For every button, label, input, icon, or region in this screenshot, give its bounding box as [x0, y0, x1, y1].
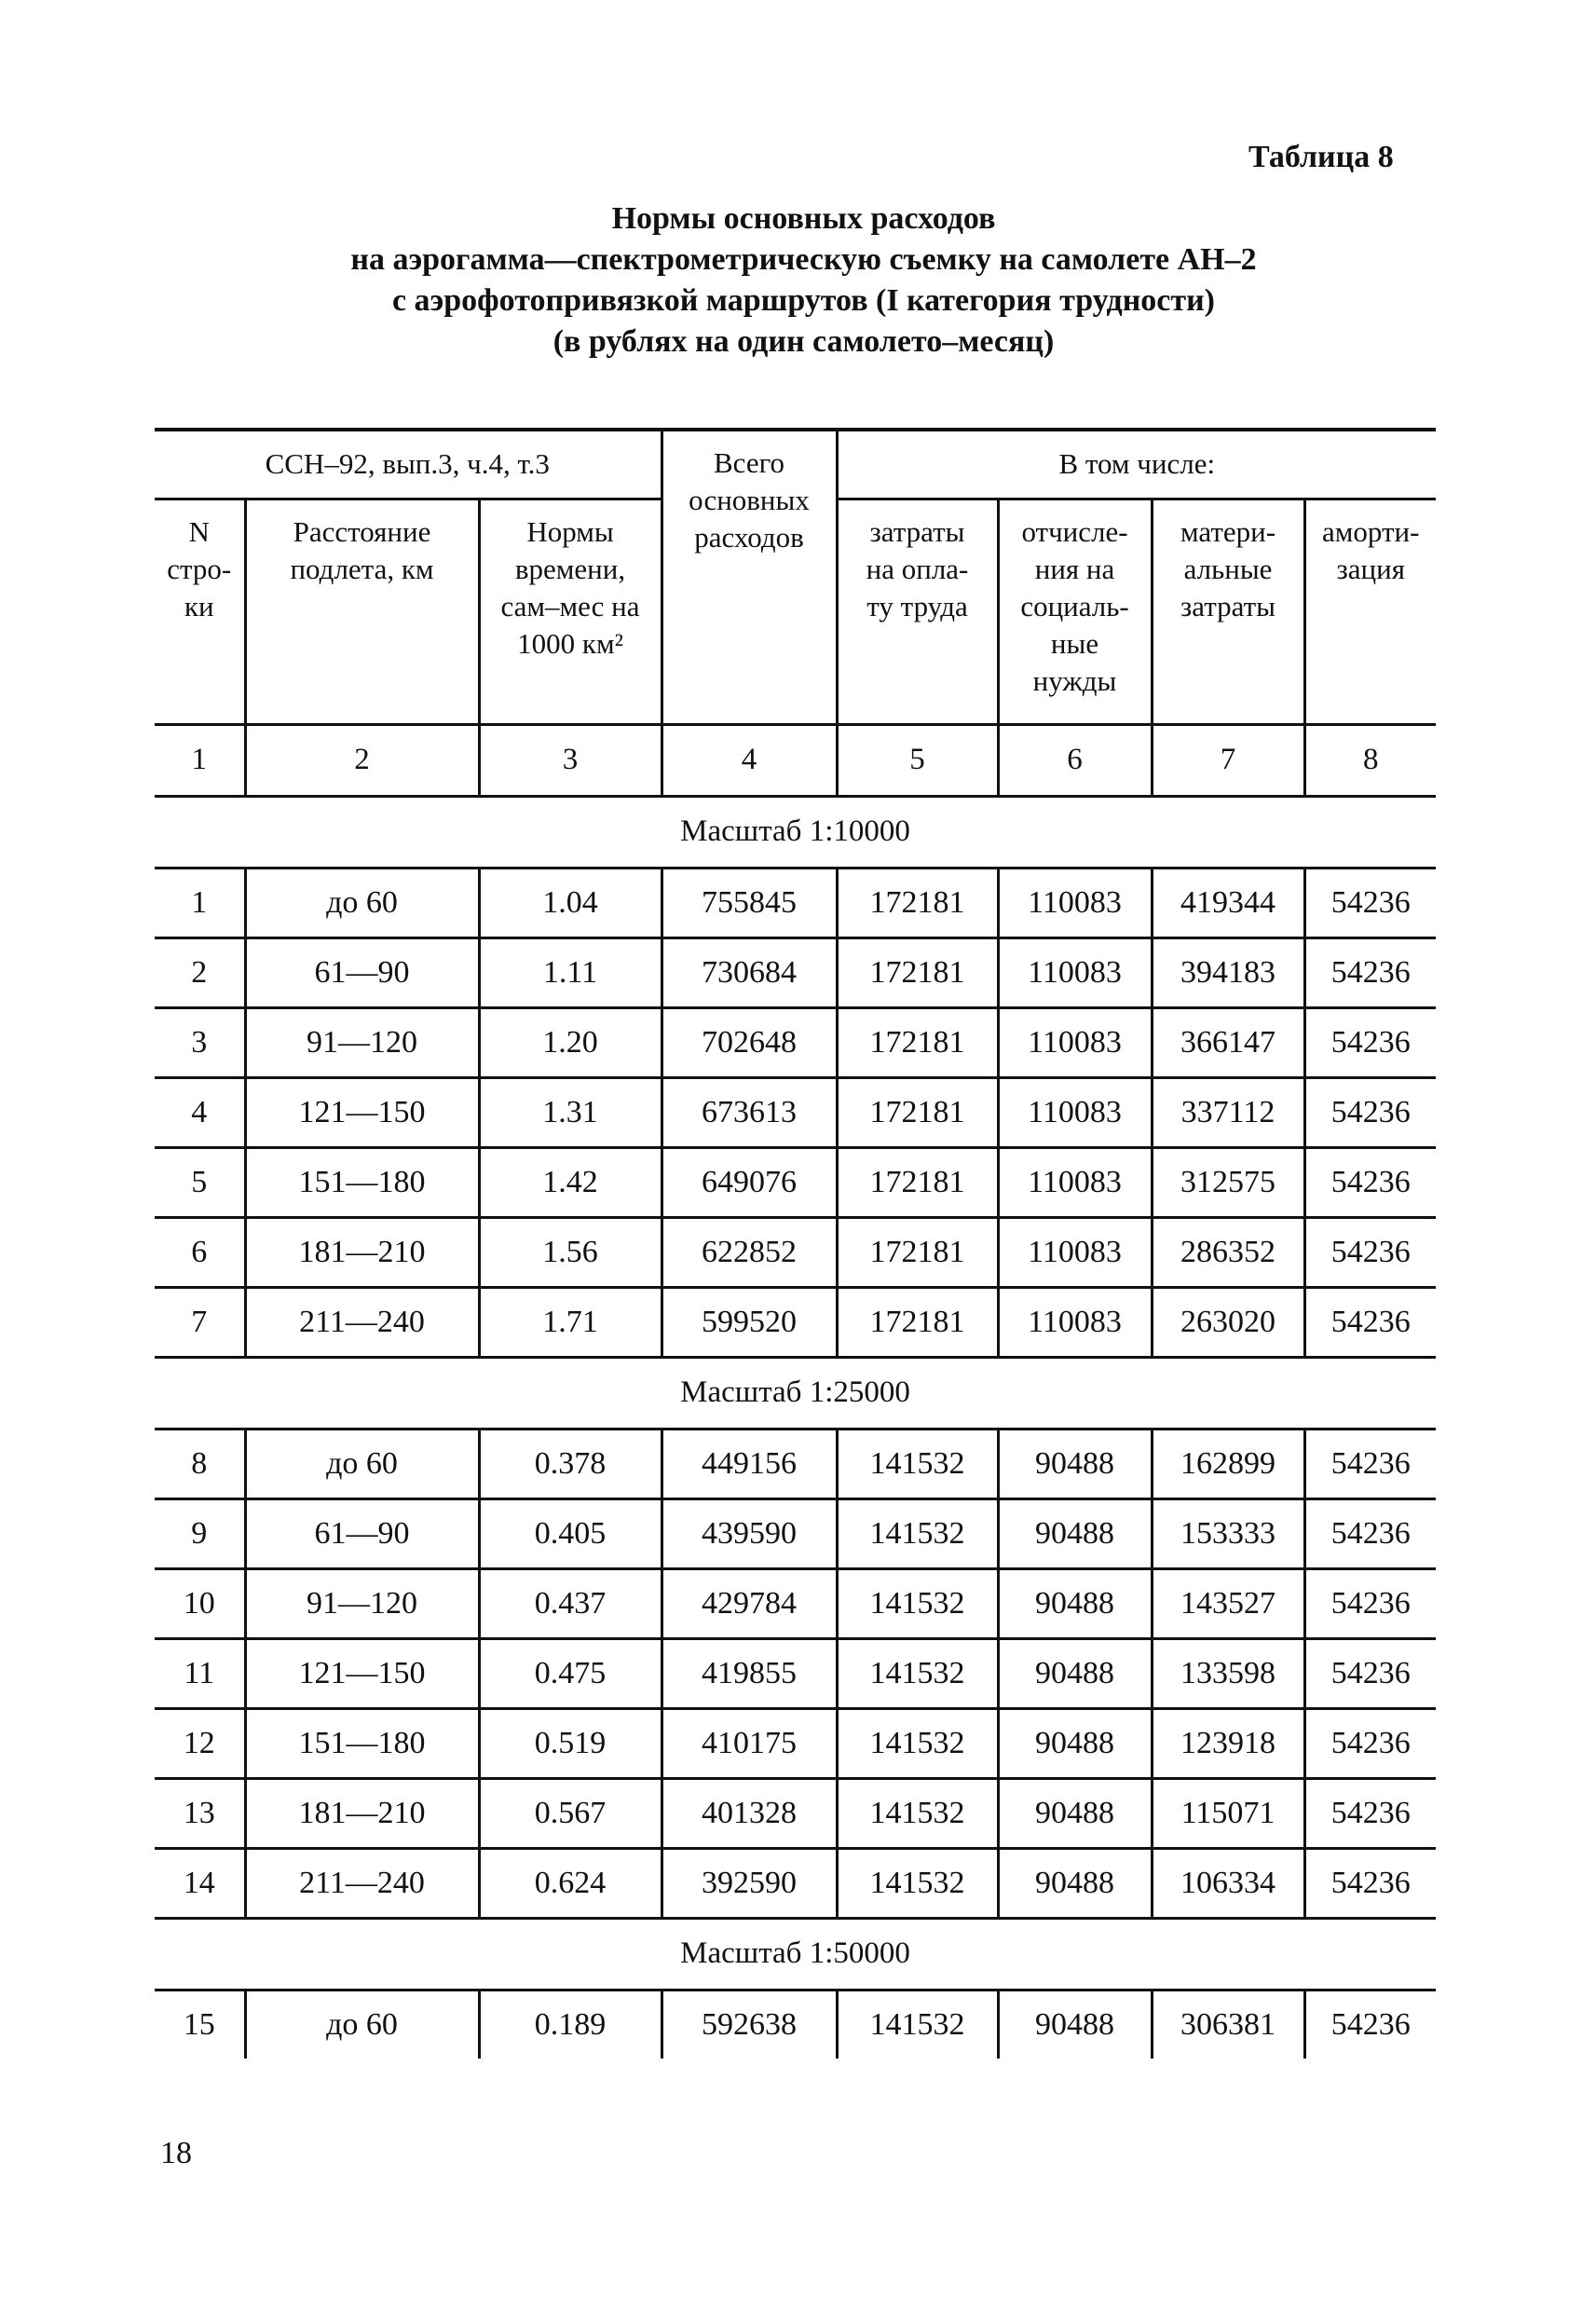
- table-cell: 1.04: [479, 868, 662, 937]
- column-number: 5: [837, 724, 998, 796]
- table-row: [155, 1007, 1436, 1077]
- column-number: 4: [662, 724, 837, 796]
- table-cell: 106334: [1152, 1848, 1304, 1918]
- table-cell: 1.42: [479, 1147, 662, 1217]
- table-cell: 141532: [837, 1498, 998, 1568]
- table-cell: 12: [155, 1708, 245, 1778]
- table-row: [155, 1498, 1436, 1568]
- table-cell: 0.624: [479, 1848, 662, 1918]
- section-header-row: [155, 796, 1436, 868]
- norms-table-container: [155, 428, 1436, 2059]
- table-cell: 54236: [1304, 1568, 1436, 1638]
- table-cell: 110083: [998, 1217, 1152, 1287]
- table-cell: 439590: [662, 1498, 837, 1568]
- title-line-2: на аэрогамма—спектрометрическую съемку на самолете АН–2: [350, 242, 1257, 277]
- header-col3-line-2: времени,: [514, 552, 626, 585]
- table-cell: 622852: [662, 1217, 837, 1287]
- header-col5-line-2: на опла-: [866, 552, 969, 585]
- table-row: [155, 1568, 1436, 1638]
- table-cell: 1.71: [479, 1287, 662, 1357]
- table-row: [155, 1429, 1436, 1498]
- table-cell: 1: [155, 868, 245, 937]
- table-cell: 172181: [837, 1287, 998, 1357]
- table-cell: 1.31: [479, 1077, 662, 1147]
- title-line-3: с аэрофотопривязкой маршрутов (I категория трудности): [391, 283, 1216, 318]
- table-cell: 90488: [998, 1568, 1152, 1638]
- header-time-norms: [479, 499, 662, 724]
- table-cell: 141532: [837, 1778, 998, 1848]
- table-cell: 172181: [837, 868, 998, 937]
- table-cell: 7: [155, 1287, 245, 1357]
- table-cell: 54236: [1304, 1848, 1436, 1918]
- table-cell: 5: [155, 1147, 245, 1217]
- header-distance: [245, 499, 479, 724]
- table-row: [155, 1077, 1436, 1147]
- table-row: [155, 868, 1436, 937]
- table-cell: 90488: [998, 1638, 1152, 1708]
- column-number: 6: [998, 724, 1152, 796]
- table-cell: 263020: [1152, 1287, 1304, 1357]
- table-cell: 172181: [837, 1007, 998, 1077]
- table-cell: 110083: [998, 1077, 1152, 1147]
- table-cell: 54236: [1304, 1147, 1436, 1217]
- table-cell: 162899: [1152, 1429, 1304, 1498]
- table-cell: 702648: [662, 1007, 837, 1077]
- table-cell: 90488: [998, 1708, 1152, 1778]
- table-cell: 599520: [662, 1287, 837, 1357]
- table-cell: 172181: [837, 1217, 998, 1287]
- table-cell: 115071: [1152, 1778, 1304, 1848]
- header-col6-line-1: отчисле-: [1021, 514, 1128, 548]
- table-cell: 61—90: [245, 1498, 479, 1568]
- table-title: [233, 198, 1374, 363]
- table-label: Таблица 8: [1248, 140, 1394, 174]
- header-social-deductions: [998, 499, 1152, 724]
- header-col2-line-2: подлета, км: [290, 552, 434, 585]
- table-cell: 54236: [1304, 868, 1436, 937]
- header-col8-line-1: аморти-: [1322, 514, 1420, 548]
- table-cell: 1.20: [479, 1007, 662, 1077]
- table-cell: 153333: [1152, 1498, 1304, 1568]
- header-col6-line-3: социаль-: [1020, 589, 1129, 622]
- table-cell: 110083: [998, 1007, 1152, 1077]
- table-cell: 90488: [998, 1848, 1152, 1918]
- table-row: [155, 1990, 1436, 2059]
- table-cell: 211—240: [245, 1287, 479, 1357]
- table-cell: 141532: [837, 1990, 998, 2059]
- table-cell: 592638: [662, 1990, 837, 2059]
- table-row: [155, 1217, 1436, 1287]
- table-cell: 755845: [662, 868, 837, 937]
- table-cell: 90488: [998, 1429, 1152, 1498]
- header-col6-line-4: ные: [1050, 626, 1099, 660]
- section-title: Масштаб 1:10000: [155, 796, 1436, 868]
- table-cell: 0.405: [479, 1498, 662, 1568]
- table-cell: 123918: [1152, 1708, 1304, 1778]
- header-col6-line-2: ния на: [1034, 552, 1115, 585]
- header-material-costs: [1152, 499, 1304, 724]
- header-col1-line-3: ки: [184, 589, 214, 622]
- header-col3-line-4: 1000 км²: [517, 626, 623, 660]
- table-row: [155, 1778, 1436, 1848]
- column-number: 2: [245, 724, 479, 796]
- table-cell: 286352: [1152, 1217, 1304, 1287]
- header-total: [662, 430, 837, 724]
- table-cell: 14: [155, 1848, 245, 1918]
- header-col1-line-1: N: [188, 514, 210, 548]
- table-cell: 54236: [1304, 1498, 1436, 1568]
- section-header-row: [155, 1918, 1436, 1990]
- table-cell: 3: [155, 1007, 245, 1077]
- table-cell: 141532: [837, 1638, 998, 1708]
- table-cell: 54236: [1304, 1990, 1436, 2059]
- table-cell: 181—210: [245, 1778, 479, 1848]
- table-cell: 6: [155, 1217, 245, 1287]
- table-cell: 172181: [837, 937, 998, 1007]
- header-col5-line-1: затраты: [869, 514, 965, 548]
- table-row: [155, 1147, 1436, 1217]
- header-group-including: В том числе:: [837, 430, 1436, 499]
- table-cell: 133598: [1152, 1638, 1304, 1708]
- table-cell: 54236: [1304, 937, 1436, 1007]
- table-cell: 141532: [837, 1568, 998, 1638]
- table-cell: 1.56: [479, 1217, 662, 1287]
- header-col3-line-3: сам–мес на: [500, 589, 640, 622]
- table-cell: до 60: [245, 1990, 479, 2059]
- header-col7-line-3: затраты: [1180, 589, 1275, 622]
- table-cell: 410175: [662, 1708, 837, 1778]
- header-row-number: [155, 499, 245, 724]
- table-cell: 54236: [1304, 1077, 1436, 1147]
- table-row: [155, 1708, 1436, 1778]
- table-cell: 91—120: [245, 1007, 479, 1077]
- table-cell: 110083: [998, 868, 1152, 937]
- table-cell: 8: [155, 1429, 245, 1498]
- table-row: [155, 937, 1436, 1007]
- table-cell: 90488: [998, 1778, 1152, 1848]
- section-title: Масштаб 1:50000: [155, 1918, 1436, 1990]
- table-cell: 54236: [1304, 1778, 1436, 1848]
- header-col5-line-3: ту труда: [866, 589, 968, 622]
- column-number: 7: [1152, 724, 1304, 796]
- header-group-ssn: ССН–92, вып.3, ч.4, т.3: [265, 447, 550, 481]
- table-cell: 54236: [1304, 1429, 1436, 1498]
- table-cell: 0.437: [479, 1568, 662, 1638]
- table-cell: 0.475: [479, 1638, 662, 1708]
- table-cell: 181—210: [245, 1217, 479, 1287]
- header-col6-line-5: нужды: [1032, 664, 1117, 697]
- section-title: Масштаб 1:25000: [155, 1357, 1436, 1429]
- table-cell: 110083: [998, 1287, 1152, 1357]
- column-number-row: [155, 724, 1436, 796]
- table-cell: 1.11: [479, 937, 662, 1007]
- table-cell: 419855: [662, 1638, 837, 1708]
- page-number: 18: [160, 2136, 192, 2170]
- table-cell: 211—240: [245, 1848, 479, 1918]
- table-cell: 673613: [662, 1077, 837, 1147]
- table-cell: 429784: [662, 1568, 837, 1638]
- header-total-line-2: основных: [689, 484, 810, 516]
- title-line-4: (в рублях на один самолето–месяц): [552, 324, 1055, 359]
- table-cell: 394183: [1152, 937, 1304, 1007]
- table-cell: 4: [155, 1077, 245, 1147]
- table-cell: 172181: [837, 1147, 998, 1217]
- table-cell: 0.189: [479, 1990, 662, 2059]
- table-cell: 649076: [662, 1147, 837, 1217]
- table-cell: 121—150: [245, 1638, 479, 1708]
- table-cell: 2: [155, 937, 245, 1007]
- table-cell: до 60: [245, 1429, 479, 1498]
- table-cell: 401328: [662, 1778, 837, 1848]
- table-cell: 0.567: [479, 1778, 662, 1848]
- table-cell: 54236: [1304, 1638, 1436, 1708]
- table-cell: до 60: [245, 868, 479, 937]
- table-cell: 449156: [662, 1429, 837, 1498]
- table-cell: 312575: [1152, 1147, 1304, 1217]
- table-cell: 419344: [1152, 868, 1304, 937]
- table-cell: 54236: [1304, 1007, 1436, 1077]
- table-cell: 0.378: [479, 1429, 662, 1498]
- table-cell: 9: [155, 1498, 245, 1568]
- table-cell: 110083: [998, 1147, 1152, 1217]
- column-number: 8: [1304, 724, 1436, 796]
- table-cell: 151—180: [245, 1147, 479, 1217]
- table-cell: 172181: [837, 1077, 998, 1147]
- table-cell: 366147: [1152, 1007, 1304, 1077]
- table-cell: 337112: [1152, 1077, 1304, 1147]
- table-row: [155, 1287, 1436, 1357]
- table-cell: 13: [155, 1778, 245, 1848]
- header-col2-line-1: Расстояние: [293, 514, 431, 548]
- table-cell: 141532: [837, 1429, 998, 1498]
- table-cell: 730684: [662, 937, 837, 1007]
- table-cell: 143527: [1152, 1568, 1304, 1638]
- header-depreciation: [1304, 499, 1436, 724]
- table-cell: 110083: [998, 937, 1152, 1007]
- table-row: [155, 1848, 1436, 1918]
- table-cell: 121—150: [245, 1077, 479, 1147]
- header-col8-line-2: зация: [1336, 552, 1405, 585]
- table-row: [155, 1638, 1436, 1708]
- table-cell: 306381: [1152, 1990, 1304, 2059]
- table-cell: 61—90: [245, 937, 479, 1007]
- column-number: 3: [479, 724, 662, 796]
- table-cell: 151—180: [245, 1708, 479, 1778]
- table-cell: 0.519: [479, 1708, 662, 1778]
- section-header-row: [155, 1357, 1436, 1429]
- header-col3-line-1: Нормы: [526, 514, 614, 548]
- norms-table: [155, 428, 1436, 2059]
- table-cell: 90488: [998, 1990, 1152, 2059]
- table-cell: 15: [183, 2006, 215, 2042]
- table-cell: 141532: [837, 1848, 998, 1918]
- table-cell: 54236: [1304, 1217, 1436, 1287]
- header-col1-line-2: стро-: [167, 552, 232, 585]
- table-cell: 10: [155, 1568, 245, 1638]
- table-cell: 141532: [837, 1708, 998, 1778]
- header-labor-costs: [837, 499, 998, 724]
- table-cell: 11: [155, 1638, 245, 1708]
- table-cell: 392590: [662, 1848, 837, 1918]
- table-cell: 54236: [1304, 1708, 1436, 1778]
- table-cell: 91—120: [245, 1568, 479, 1638]
- header-col7-line-1: матери-: [1180, 514, 1276, 548]
- header-col7-line-2: альные: [1183, 552, 1273, 585]
- column-number: 1: [155, 724, 245, 796]
- table-body: [155, 724, 1436, 2059]
- table-cell: 90488: [998, 1498, 1152, 1568]
- header-total-line-1: Всего: [714, 446, 785, 479]
- table-cell: 54236: [1304, 1287, 1436, 1357]
- title-line-1: Нормы основных расходов: [611, 201, 996, 236]
- header-total-line-3: расходов: [694, 521, 804, 554]
